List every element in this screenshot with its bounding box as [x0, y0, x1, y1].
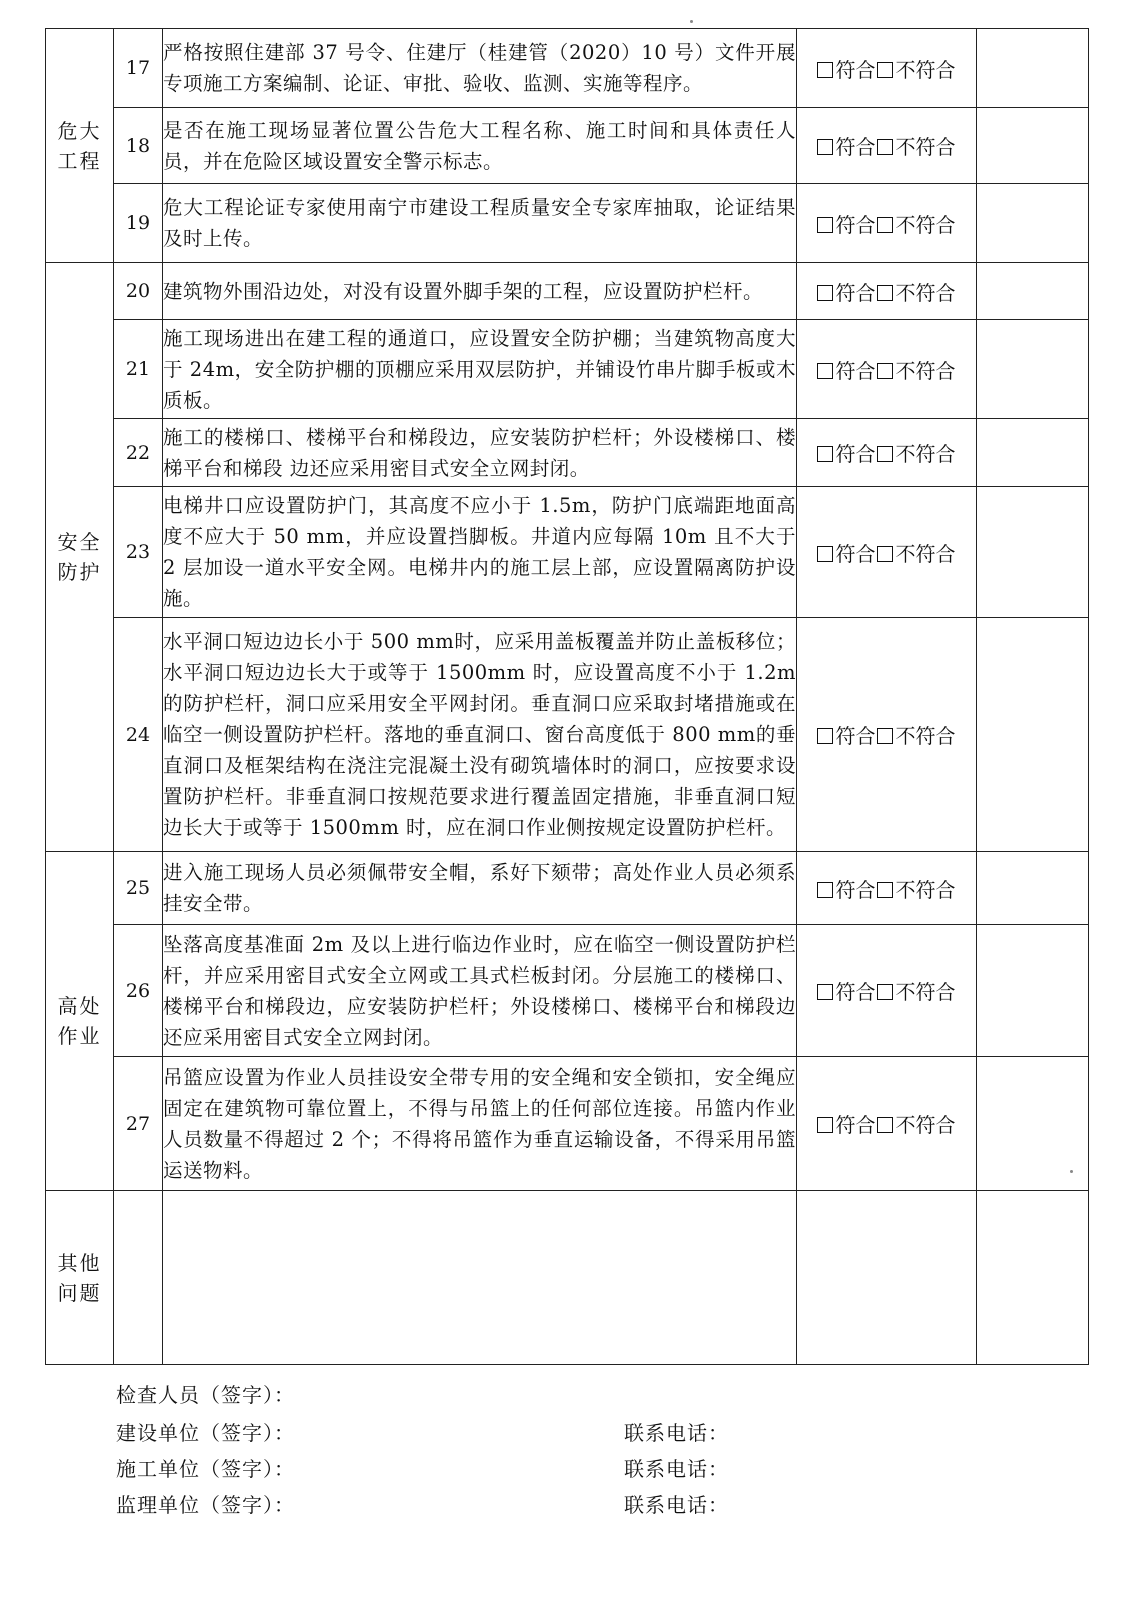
remarks-cell[interactable] — [977, 320, 1089, 419]
item-number: 25 — [114, 852, 163, 925]
remarks-cell[interactable] — [977, 29, 1089, 108]
builder-signature: 建设单位（签字）： — [116, 1421, 295, 1445]
checkbox-pass[interactable] — [817, 1117, 833, 1133]
remarks-cell[interactable] — [977, 263, 1089, 320]
checkbox-fail[interactable] — [877, 62, 893, 78]
item-number: 22 — [114, 419, 163, 487]
compliance-options — [797, 487, 977, 618]
other-check-empty[interactable] — [797, 1191, 977, 1365]
table-row — [46, 1057, 1089, 1191]
item-description: 水平洞口短边边长小于 500 mm时，应采用盖板覆盖并防止盖板移位；水平洞口短边边长大于或等于 1500mm 时，应设置高度不小于 1.2m 的防护栏杆，洞口应采用安全平网封闭。垂直洞口应采取封堵措施或在临空一侧设置防护栏杆。落地的垂直洞口、窗台高度低于 800 mm的垂直洞口及框架结构在浇注完混凝土没有砌筑墙体时的洞口，应按要求设置防护栏杆。非垂直洞口按规范要求进行覆盖固定措施，非垂直洞口短边长大于或等于 1500mm 时，应在洞口作业侧按规定设置防护栏杆。 — [163, 618, 797, 852]
pass-label: 符合 — [835, 280, 876, 305]
item-number: 21 — [114, 320, 163, 419]
pass-label: 符合 — [835, 980, 876, 1004]
checkbox-fail[interactable] — [877, 546, 893, 562]
item-number: 23 — [114, 487, 163, 618]
item-description: 危大工程论证专家使用南宁市建设工程质量安全专家库抽取，论证结果及时上传。 — [163, 184, 797, 263]
table-row — [46, 618, 1089, 852]
remarks-cell[interactable] — [977, 487, 1089, 618]
pass-label: 符合 — [835, 724, 876, 748]
supervisor-phone-label: 联系电话： — [624, 1493, 729, 1517]
pass-label: 符合 — [835, 212, 876, 237]
table-row-other — [46, 1191, 1089, 1365]
fail-label: 不符合 — [895, 358, 956, 383]
checkbox-fail[interactable] — [877, 285, 893, 301]
checkbox-pass[interactable] — [817, 984, 833, 1000]
pass-label: 符合 — [835, 541, 876, 566]
item-number: 20 — [114, 263, 163, 320]
item-number: 18 — [114, 108, 163, 184]
other-issues-field[interactable] — [163, 1191, 797, 1365]
table-row — [46, 263, 1089, 320]
checkbox-pass[interactable] — [817, 139, 833, 155]
inspector-signature: 检查人员（签字）： — [116, 1383, 295, 1407]
checkbox-pass[interactable] — [817, 217, 833, 233]
pass-label: 符合 — [835, 135, 876, 159]
scan-speck — [690, 20, 693, 23]
checkbox-fail[interactable] — [877, 446, 893, 462]
checkbox-pass[interactable] — [817, 363, 833, 379]
remarks-cell[interactable] — [977, 618, 1089, 852]
table-row — [46, 419, 1089, 487]
contractor-signature: 施工单位（签字）： — [116, 1457, 295, 1481]
remarks-cell[interactable] — [977, 1191, 1089, 1365]
checkbox-fail[interactable] — [877, 139, 893, 155]
compliance-options — [797, 925, 977, 1057]
table-row — [46, 29, 1089, 108]
fail-label: 不符合 — [895, 442, 956, 466]
item-number: 27 — [114, 1057, 163, 1191]
scan-speck — [1070, 1170, 1073, 1173]
item-description: 施工现场进出在建工程的通道口，应设置安全防护棚；当建筑物高度大于 24m，安全防护棚的顶棚应采用双层防护，并铺设竹串片脚手板或木质板。 — [163, 320, 797, 419]
item-number-empty — [114, 1191, 163, 1365]
table-row — [46, 320, 1089, 419]
category-label: 危大工程 — [57, 118, 102, 173]
table-row — [46, 108, 1089, 184]
remarks-cell[interactable] — [977, 108, 1089, 184]
checkbox-pass[interactable] — [817, 446, 833, 462]
checkbox-pass[interactable] — [817, 546, 833, 562]
compliance-options — [797, 618, 977, 852]
table-row — [46, 925, 1089, 1057]
pass-label: 符合 — [835, 877, 876, 902]
fail-label: 不符合 — [895, 1113, 956, 1137]
table-row — [46, 184, 1089, 263]
item-description: 进入施工现场人员必须佩带安全帽，系好下颏带；高处作业人员必须系挂安全带。 — [163, 852, 797, 925]
item-description: 电梯井口应设置防护门，其高度不应小于 1.5m，防护门底端距地面高度不应大于 50 mm，并应设置挡脚板。井道内应每隔 10m 且不大于 2 层加设一道水平安全网。电梯井内的施工层上部，应设置隔离防护设施。 — [163, 487, 797, 618]
checkbox-fail[interactable] — [877, 1117, 893, 1133]
checkbox-fail[interactable] — [877, 984, 893, 1000]
remarks-cell[interactable] — [977, 419, 1089, 487]
pass-label: 符合 — [835, 358, 876, 383]
compliance-options — [797, 852, 977, 925]
item-description: 吊篮应设置为作业人员挂设安全带专用的安全绳和安全锁扣，安全绳应固定在建筑物可靠位置上，不得与吊篮上的任何部位连接。吊篮内作业人员数量不得超过 2 个；不得将吊篮作为垂直运输设备，不得采用吊篮运送物料。 — [163, 1057, 797, 1191]
table-row — [46, 487, 1089, 618]
item-description: 严格按照住建部 37 号令、住建厅（桂建管（2020）10 号）文件开展专项施工方案编制、论证、审批、验收、监测、实施等程序。 — [163, 29, 797, 108]
item-number: 24 — [114, 618, 163, 852]
category-cell — [46, 852, 114, 1191]
remarks-cell[interactable] — [977, 184, 1089, 263]
other-issues-label: 其他问题 — [57, 1250, 102, 1305]
checkbox-pass[interactable] — [817, 62, 833, 78]
item-description: 是否在施工现场显著位置公告危大工程名称、施工时间和具体责任人员，并在危险区域设置安全警示标志。 — [163, 108, 797, 184]
builder-phone-label: 联系电话： — [624, 1421, 729, 1445]
checkbox-pass[interactable] — [817, 882, 833, 898]
fail-label: 不符合 — [895, 135, 956, 159]
fail-label: 不符合 — [895, 57, 956, 82]
category-cell — [46, 1191, 114, 1365]
category-label: 安全防护 — [57, 530, 102, 584]
remarks-cell[interactable] — [977, 852, 1089, 925]
fail-label: 不符合 — [895, 212, 956, 237]
pass-label: 符合 — [835, 57, 876, 82]
item-number: 19 — [114, 184, 163, 263]
checkbox-pass[interactable] — [817, 728, 833, 744]
pass-label: 符合 — [835, 442, 876, 466]
category-cell — [46, 263, 114, 852]
compliance-options — [797, 419, 977, 487]
table-row — [46, 852, 1089, 925]
fail-label: 不符合 — [895, 724, 956, 748]
item-number: 26 — [114, 925, 163, 1057]
compliance-options — [797, 184, 977, 263]
contractor-phone-label: 联系电话： — [624, 1457, 729, 1481]
compliance-options — [797, 1057, 977, 1191]
pass-label: 符合 — [835, 1113, 876, 1137]
category-cell — [46, 29, 114, 263]
supervisor-signature: 监理单位（签字）： — [116, 1493, 295, 1517]
compliance-options — [797, 29, 977, 108]
item-description: 施工的楼梯口、楼梯平台和梯段边，应安装防护栏杆；外设楼梯口、楼梯平台和梯段 边还应采用密目式安全立网封闭。 — [163, 419, 797, 487]
remarks-cell[interactable] — [977, 925, 1089, 1057]
checkbox-fail[interactable] — [877, 363, 893, 379]
item-description: 建筑物外围沿边处，对没有设置外脚手架的工程，应设置防护栏杆。 — [163, 263, 797, 320]
item-number: 17 — [114, 29, 163, 108]
item-description: 坠落高度基准面 2m 及以上进行临边作业时，应在临空一侧设置防护栏杆，并应采用密目式安全立网或工具式栏板封闭。分层施工的楼梯口、楼梯平台和梯段边，应安装防护栏杆；外设楼梯口、楼梯平台和梯段边还应采用密目式安全立网封闭。 — [163, 925, 797, 1057]
category-label: 高处作业 — [57, 994, 102, 1048]
inspection-table — [45, 28, 1089, 1365]
fail-label: 不符合 — [895, 980, 956, 1004]
fail-label: 不符合 — [895, 877, 956, 902]
checkbox-fail[interactable] — [877, 728, 893, 744]
compliance-options — [797, 263, 977, 320]
compliance-options — [797, 320, 977, 419]
checkbox-fail[interactable] — [877, 217, 893, 233]
checkbox-pass[interactable] — [817, 285, 833, 301]
fail-label: 不符合 — [895, 541, 956, 566]
fail-label: 不符合 — [895, 280, 956, 305]
checkbox-fail[interactable] — [877, 882, 893, 898]
compliance-options — [797, 108, 977, 184]
